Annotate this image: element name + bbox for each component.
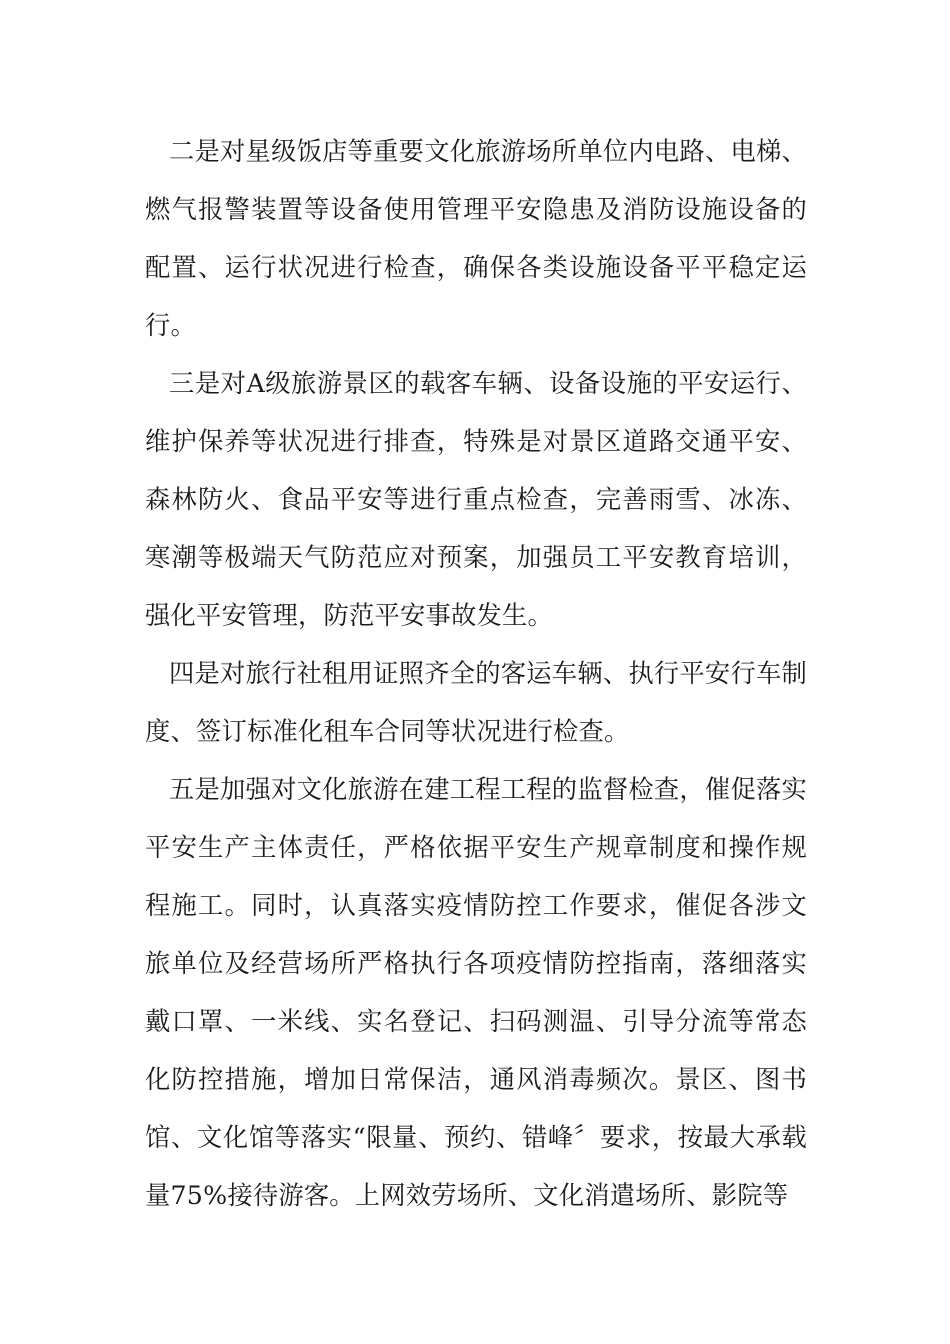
paragraph-scenic-areas: 三是对A级旅游景区的载客车辆、设备设施的平安运行、维护保养等状况进行排查，特殊是对景区道路交通平安、森林防火、食品平安等进行重点检查，完善雨雪、冰冻、寒潮等极端天气防范应对预案，加强员工平安教育培训，强化平安管理，防范平安事故发生。 [145,369,807,630]
paragraph-construction-epidemic: 五是加强对文化旅游在建工程工程的监督检查，催促落实平安生产主体责任，严格依据平安生产规章制度和操作规程施工。同时，认真落实疫情防控工作要求，催促各涉文旅单位及经营场所严格执行各项疫情防控指南，落细落实戴口罩、一米线、实名登记、扫码测温、引导分流等常态化防控措施，增加日常保洁，通风消毒频次。景区、图书馆、文化馆等落实“限量、预约、错峰〞要求，按最大承载量75%接待游客。上网效劳场所、文化消遣场所、影院等 [145,775,807,1210]
paragraph-travel-agencies: 四是对旅行社租用证照齐全的客运车辆、执行平安行车制度、签订标准化租车合同等状况进行检查。 [145,659,807,746]
paragraph-star-hotels: 二是对星级饭店等重要文化旅游场所单位内电路、电梯、燃气报警装置等设备使用管理平安隐患及消防设施设备的配置、运行状况进行检查，确保各类设施设备平平稳定运行。 [145,137,807,340]
document-body [145,123,807,1225]
